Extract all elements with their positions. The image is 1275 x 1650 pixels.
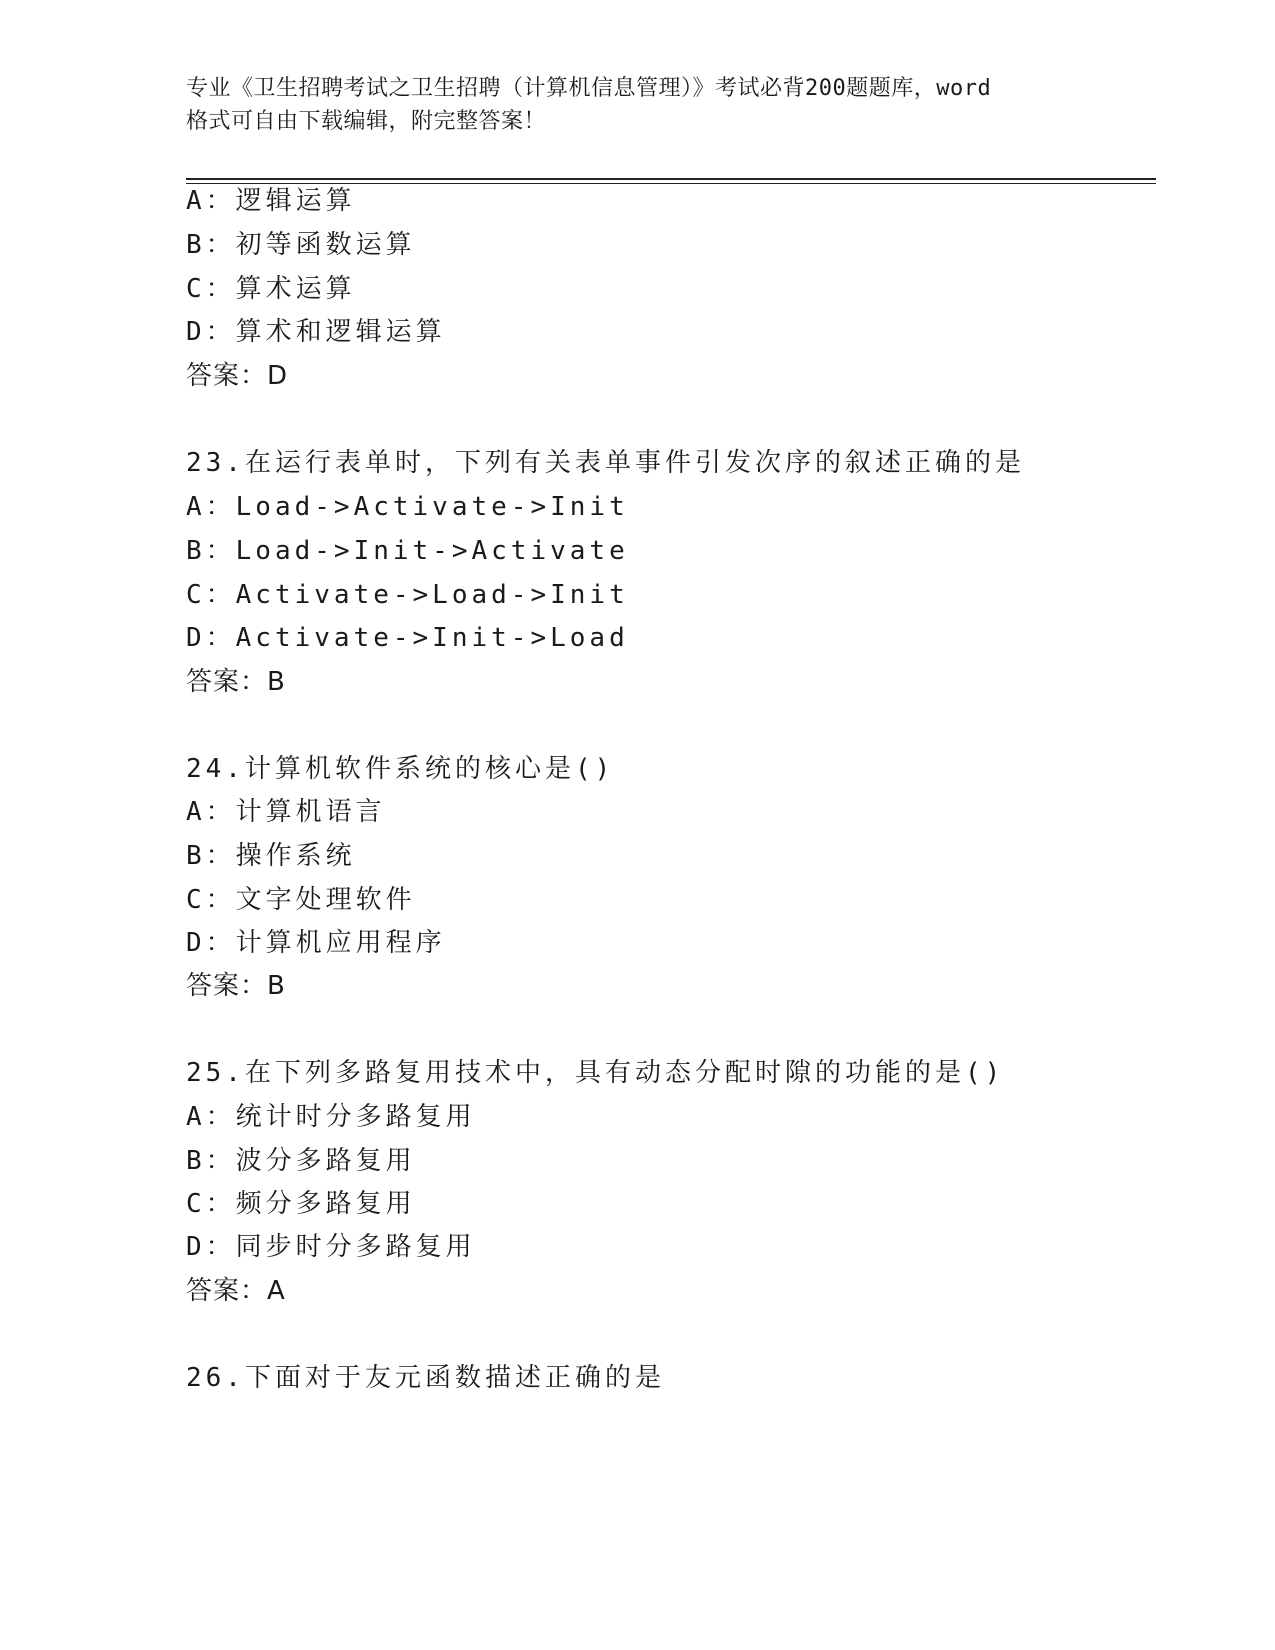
q25-question: 25.在下列多路复用技术中，具有动态分配时隙的功能的是() xyxy=(186,1058,1005,1088)
q23-option-b: B：Load->Init->Activate xyxy=(186,536,629,566)
q22-answer: 答案：D xyxy=(186,361,289,391)
q22-option-d: D：算术和逻辑运算 xyxy=(186,317,446,347)
q23-option-a: A：Load->Activate->Init xyxy=(186,492,629,522)
q24-option-b: B：操作系统 xyxy=(186,841,356,871)
header-divider-thin xyxy=(186,183,1156,184)
document-header xyxy=(186,72,1086,138)
q23-option-d: D：Activate->Init->Load xyxy=(186,623,629,653)
q22-option-b: B：初等函数运算 xyxy=(186,230,416,260)
q25-option-d: D：同步时分多路复用 xyxy=(186,1232,476,1262)
q23-question: 23.在运行表单时，下列有关表单事件引发次序的叙述正确的是 xyxy=(186,448,1025,478)
q22-option-c: C：算术运算 xyxy=(186,274,356,304)
q26-question: 26.下面对于友元函数描述正确的是 xyxy=(186,1363,665,1393)
header-divider-thick xyxy=(186,178,1156,180)
q24-option-a: A：计算机语言 xyxy=(186,797,386,827)
q25-option-c: C：频分多路复用 xyxy=(186,1189,416,1219)
header-line-2: 格式可自由下载编辑，附完整答案！ xyxy=(186,109,547,134)
q22-option-a: A：逻辑运算 xyxy=(186,186,356,216)
q25-answer: 答案：A xyxy=(186,1276,286,1306)
q24-question: 24.计算机软件系统的核心是() xyxy=(186,754,615,784)
q25-option-a: A：统计时分多路复用 xyxy=(186,1102,476,1132)
q24-option-d: D：计算机应用程序 xyxy=(186,928,446,958)
q23-answer: 答案：B xyxy=(186,667,286,697)
q25-option-b: B：波分多路复用 xyxy=(186,1146,416,1176)
q24-option-c: C：文字处理软件 xyxy=(186,885,416,915)
q23-option-c: C：Activate->Load->Init xyxy=(186,580,629,610)
q24-answer: 答案：B xyxy=(186,971,286,1001)
header-line-1: 专业《卫生招聘考试之卫生招聘（计算机信息管理）》考试必背200题题库，word xyxy=(186,76,992,101)
